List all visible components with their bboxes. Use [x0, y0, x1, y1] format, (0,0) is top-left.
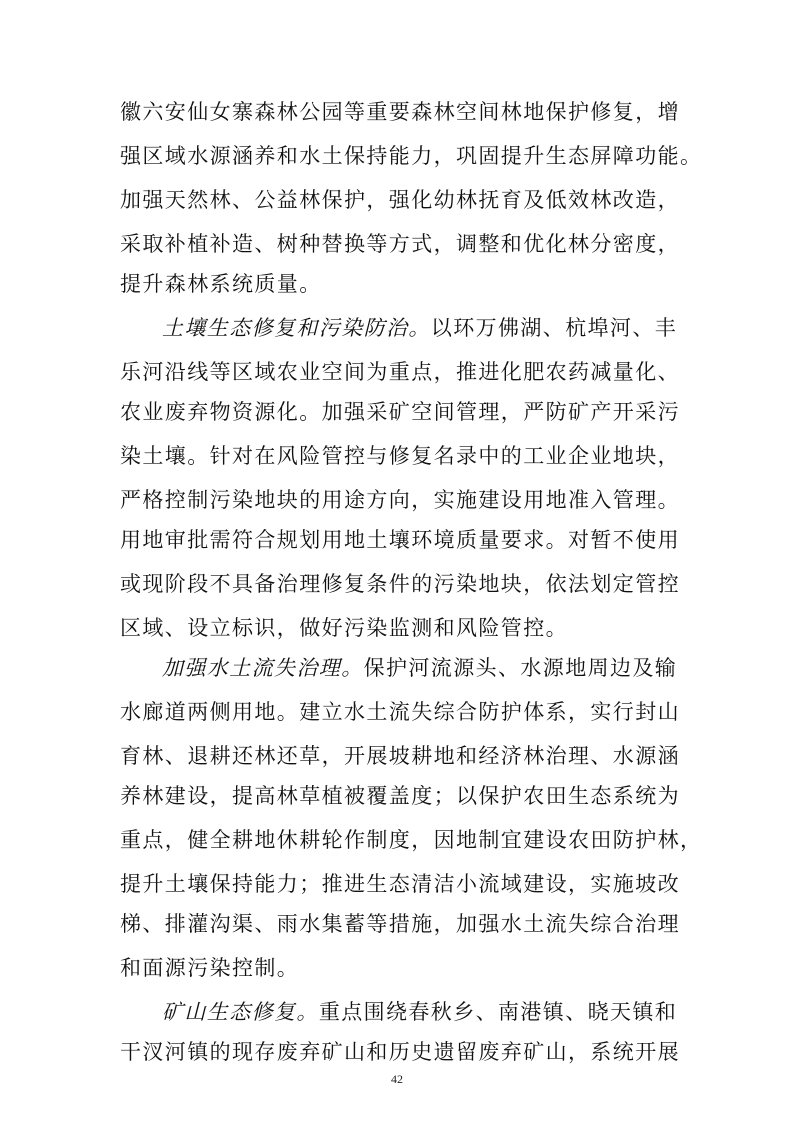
body-line: 梯、排灌沟渠、雨水集蓄等措施，加强水土流失综合治理 [120, 912, 680, 936]
body-line: 和面源污染控制。 [120, 956, 300, 980]
body-line: 提升森林系统质量。 [120, 272, 322, 296]
body-line: 水廊道两侧用地。建立水土流失综合防护体系，实行封山 [120, 700, 680, 724]
body-line: 徽六安仙女寨森林公园等重要森林空间林地保护修复，增 [120, 100, 680, 124]
body-line: 养林建设，提高林草植被覆盖度；以保护农田生态系统为 [120, 784, 680, 808]
body-line: 强区域水源涵养和水土保持能力，巩固提升生态屏障功能。 [120, 144, 703, 168]
body-line: 采取补植补造、树种替换等方式，调整和优化林分密度， [120, 232, 680, 256]
body-line: 区域、设立标识，做好污染监测和风险管控。 [120, 616, 568, 640]
body-line: 染土壤。针对在风险管控与修复名录中的工业企业地块， [120, 444, 680, 468]
section-heading-mine: 矿山生态修复。 [162, 1000, 319, 1024]
body-line: 提升土壤保持能力；推进生态清洁小流域建设，实施坡改 [120, 872, 680, 896]
body-line: 乐河沿线等区域农业空间为重点，推进化肥农药减量化、 [120, 360, 680, 384]
body-line: 干汊河镇的现存废弃矿山和历史遗留废弃矿山，系统开展 [120, 1040, 680, 1064]
body-line: 加强天然林、公益林保护，强化幼林抚育及低效林改造， [120, 188, 680, 212]
body-line: 严格控制污染地块的用途方向，实施建设用地准入管理。 [120, 488, 680, 512]
body-line: 用地审批需符合规划用地土壤环境质量要求。对暂不使用 [120, 528, 680, 552]
body-text: 以环万佛湖、杭埠河、丰 [430, 316, 678, 340]
body-line: 育林、退耕还林还草，开展坡耕地和经济林治理、水源涵 [120, 744, 680, 768]
body-text: 保护河流源头、水源地周边及输 [363, 656, 678, 680]
page-number: 42 [391, 1072, 403, 1086]
paragraph-soil [162, 308, 732, 348]
body-line: 或现阶段不具备治理修复条件的污染地块，依法划定管控 [120, 572, 680, 596]
body-line: 重点，健全耕地休耕轮作制度，因地制宜建设农田防护林， [120, 828, 703, 852]
body-line: 农业废弃物资源化。加强采矿空间管理，严防矿产开采污 [120, 400, 680, 424]
section-heading-soil: 土壤生态修复和污染防治。 [162, 316, 431, 340]
paragraph-mine [162, 992, 732, 1032]
body-text: 重点围绕春秋乡、南港镇、晓天镇和 [318, 1000, 678, 1024]
paragraph-erosion [162, 648, 732, 688]
section-heading-erosion: 加强水土流失治理。 [162, 656, 364, 680]
